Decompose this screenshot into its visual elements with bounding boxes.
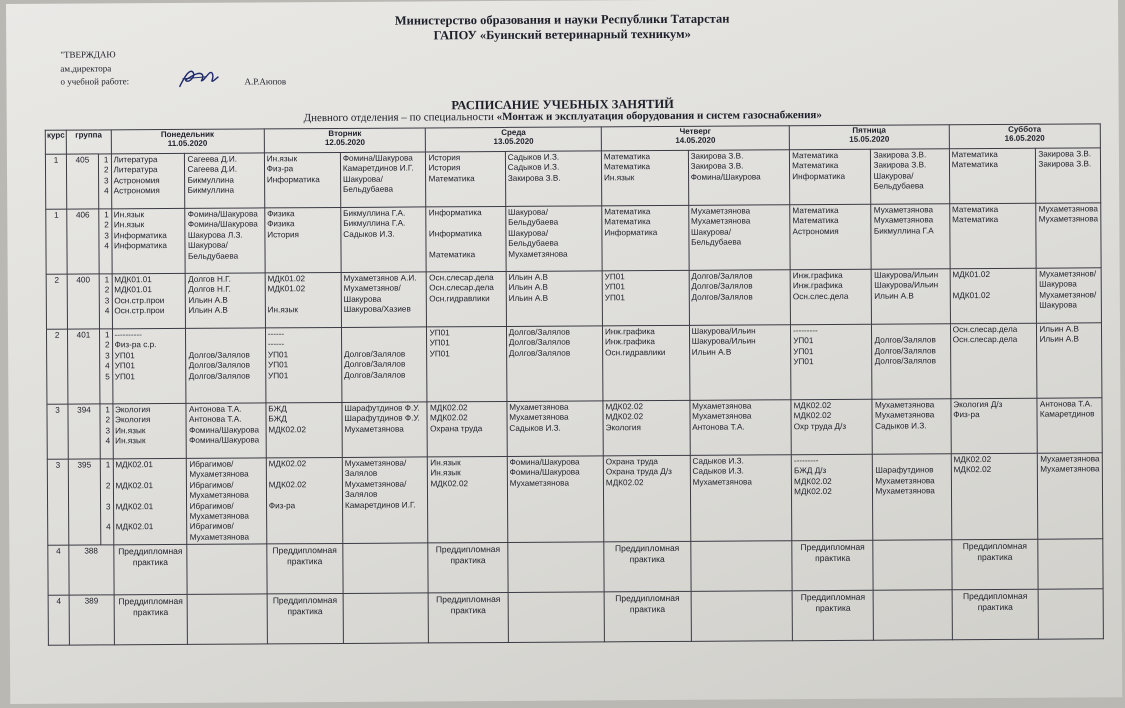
day-date: 13.05.2020: [493, 136, 534, 147]
subject-cell: Инж.графика Инж.графика Осн.слес.дела: [790, 269, 872, 324]
practice-cell: Преддипломная практика: [114, 595, 188, 645]
teacher-cell: Шарафутдинов Ф.У. Шарафутдинов Ф.У. Мухаметзянова: [342, 402, 428, 458]
subject-cell: МДК01.01 МДК01.01 Осн.стр.прои Осн.стр.прои: [112, 273, 186, 328]
subject-cell: МДК02.01 МДК02.01 МДК02.01 МДК02.01: [113, 458, 188, 545]
practice-cell: Преддипломная практика: [267, 594, 343, 644]
subject-cell: ---------- Физ-ра с.р. УП01 УП01 УП01: [112, 328, 186, 403]
teacher-cell: Мухаметзянова Мухаметзянова Садыков И.З.: [507, 401, 604, 457]
header-day-6: [949, 124, 1100, 149]
teacher-cell: Ибрагимов/ Мухаметзянова Ибрагимов/ Мухаметзянова Ибрагимов/ Мухаметзянова Ибрагимов/ Мухаметзянова: [187, 458, 267, 545]
subject-cell: Информатика Информатика Математика: [426, 206, 506, 271]
teacher-cell: Шарафутдинов Мухаметзянова Мухаметзянова: [873, 454, 952, 541]
subject-cell: МДК02.02 МДК02.02 Охрана труда: [427, 401, 507, 456]
teacher-cell: Шакурова/ Бельдубаева Шакурова/ Бельдубаева Мухаметзянова: [505, 206, 602, 272]
subject-cell: Математика Математика Ин.язык: [601, 150, 688, 206]
teacher-cell: Закирова З.В. Закирова З.В.: [1036, 148, 1101, 203]
header-day-4: [601, 126, 789, 151]
teacher-cell: Антонова Т.А. Камаретдинов: [1037, 398, 1102, 453]
course-cell: 3: [47, 459, 69, 545]
subject-cell: Математика Математика Информатика: [602, 205, 689, 271]
practice-cell: Преддипломная практика: [429, 593, 509, 643]
subject-cell: Математика Математика Информатика: [790, 149, 872, 204]
subject-cell: УП01 УП01 УП01: [602, 270, 689, 326]
teacher-cell: Долгов/Залялов Долгов/Залялов Долгов/Залялов: [506, 326, 603, 402]
ministry-heading: Министерство образования и науки Республики Татарстан: [394, 11, 730, 28]
header-course: курс: [45, 130, 66, 154]
subject-cell: МДК02.02 МДК02.02 Охр труда Д/з: [791, 399, 873, 454]
subject-cell: Физика Физика История: [265, 207, 341, 272]
subject-cell: Охрана труда Охрана труда Д/з МДК02.02: [603, 455, 690, 542]
teacher-cell: Долгов/Залялов Долгов/Залялов Долгов/Залялов: [689, 270, 791, 326]
empty-cell: [343, 543, 429, 594]
course-cell: 1: [46, 209, 68, 274]
group-cell: 406: [67, 209, 99, 274]
schedule-sheet: [6, 0, 1122, 704]
group-cell: 388: [69, 545, 114, 595]
header-day-2: [264, 128, 426, 153]
practice-cell: Преддипломная практика: [604, 542, 691, 593]
header-day-5: [789, 125, 949, 150]
day-date: 14.05.2020: [675, 135, 716, 145]
practice-row: [48, 539, 1103, 595]
table-row: [46, 268, 1101, 329]
teacher-cell: Мухаметзянов/ Шакурова Мухаметзянов/ Шакурова: [1037, 268, 1102, 323]
course-cell: 3: [47, 404, 68, 459]
table-row: [47, 453, 1103, 546]
teacher-cell: Фомина/Шакурова Камаретдинов И.Г. Шакурова/ Бельдубаева: [340, 152, 426, 208]
teacher-cell: Антонова Т.А. Антонова Т.А. Фомина/Шакурова Фомина/Шакурова: [186, 403, 266, 458]
subject-cell: Математика Математика: [949, 148, 1036, 204]
subject-cell: Инж.графика Инж.графика Осн.гидравлики: [602, 325, 689, 401]
teacher-cell: Фомина/Шакурова Фомина/Шакурова Шакурова Л.З. Шакурова/ Бельдубаева: [185, 208, 265, 273]
subtitle-prefix: Дневного отделения – по специальности: [303, 111, 497, 125]
teacher-cell: Закирова З.В. Закирова З.В. Фомина/Шакурова: [688, 150, 790, 206]
practice-cell: Преддипломная практика: [952, 539, 1039, 590]
subject-cell: Осн.слесар.дела Осн.слесар.дела: [950, 323, 1037, 399]
table-body: [45, 148, 1103, 646]
course-cell: 4: [48, 595, 69, 645]
teacher-cell: Садыков И.З. Садыков И.З. Мухаметзянова: [690, 455, 792, 542]
day-date: 15.05.2020: [849, 134, 890, 144]
header-day-1: [111, 129, 264, 154]
subject-cell: МДК02.02 МДК02.02: [951, 453, 1038, 540]
empty-cell: [343, 593, 429, 644]
group-cell: 405: [67, 154, 99, 209]
group-cell: 394: [68, 404, 100, 459]
subject-cell: Ин.язык Ин.язык МДК02.02: [428, 456, 508, 543]
subject-cell: Ин.язык Ин.язык Информатика Информатика: [111, 208, 185, 273]
empty-cell: [691, 591, 793, 642]
table-row: [47, 398, 1102, 459]
approval-line-3: о учебной работе:: [60, 76, 130, 87]
subject-cell: МДК01.02 МДК01.02 Ин.язык: [265, 272, 341, 327]
practice-cell: Преддипломная практика: [267, 544, 343, 594]
schedule-table: [45, 123, 1104, 646]
director-name: А.Р.Аюпов: [244, 76, 287, 87]
empty-cell: [188, 594, 268, 644]
teacher-cell: Мухаметзянова Мухаметзянова Садыков И.З.: [872, 399, 951, 454]
lesson-numbers: 1 2 3 4: [100, 404, 113, 459]
subject-cell: --------- БЖД Д/з МДК02.02 МДК02.02: [791, 454, 873, 541]
practice-cell: Преддипломная практика: [604, 592, 691, 643]
subtitle-specialty: «Монтаж и эксплуатация оборудования и систем газоснабжения»: [496, 109, 822, 124]
subject-cell: ------ ------ УП01 УП01 УП01: [265, 327, 342, 402]
empty-cell: [508, 592, 605, 643]
group-cell: 395: [68, 459, 100, 545]
group-cell: 401: [68, 329, 100, 404]
day-date: 11.05.2020: [167, 138, 208, 149]
subject-cell: История История Математика: [426, 151, 506, 206]
day-name: Суббота: [1008, 124, 1042, 134]
subject-cell: Ин.язык Физ-ра Информатика: [264, 152, 340, 207]
teacher-cell: Ильин А.В Ильин А.В Ильин А.В: [506, 271, 603, 327]
teacher-cell: Мухаметзянова/ Залялов Мухаметзянова/ Залялов Камаретдинов И.Г.: [342, 457, 428, 544]
header-day-3: [426, 127, 602, 152]
teacher-cell: Долгов/Залялов Долгов/Залялов Долгов/Залялов: [341, 327, 427, 403]
teacher-cell: Фомина/Шакурова Фомина/Шакурова Мухаметзянова: [507, 456, 604, 543]
subject-cell: Экология Д/з Физ-ра: [951, 398, 1038, 454]
day-date: 12.05.2020: [324, 137, 366, 148]
empty-cell: [508, 542, 605, 593]
teacher-cell: Сагеева Д.И. Сагеева Д.И. Бикмуллина Бикмуллина: [185, 153, 265, 208]
course-cell: 2: [46, 329, 68, 404]
subject-cell: Математика Математика: [949, 203, 1036, 269]
empty-cell: [873, 540, 952, 590]
practice-cell: Преддипломная практика: [792, 590, 874, 640]
subject-cell: МДК01.02 МДК01.02: [950, 268, 1037, 324]
subject-cell: УП01 УП01 УП01: [427, 326, 507, 401]
teacher-cell: Закирова З.В. Закирова З.В. Шакурова/ Бельдубаева: [871, 149, 950, 204]
teacher-cell: Шакурова/Ильин Шакурова/Ильин Ильин А.В: [689, 325, 791, 401]
approval-line-2: ам.директора: [60, 63, 112, 74]
practice-row: [48, 589, 1103, 645]
lesson-numbers: 1 2 3 4: [98, 154, 111, 209]
empty-cell: [1038, 539, 1103, 589]
subject-cell: Литература Литература Астрономия Астрономия: [111, 153, 185, 208]
approval-line-1: "ТВЕРЖДАЮ: [60, 49, 116, 60]
course-cell: 2: [46, 274, 67, 329]
teacher-cell: Бикмуллина Г.А. Бикмуллина Г.А. Садыков И.З.: [341, 207, 427, 273]
day-name: Понедельник: [160, 129, 215, 140]
practice-cell: Преддипломная практика: [113, 545, 187, 595]
signature-icon: [176, 65, 220, 91]
table-row: [46, 323, 1101, 404]
practice-cell: Преддипломная практика: [792, 540, 874, 590]
day-name: Пятница: [852, 125, 887, 135]
practice-cell: Преддипломная практика: [428, 543, 508, 593]
course-cell: 1: [45, 154, 66, 209]
college-heading: ГАПОУ «Буинский ветеринарный техникум»: [433, 26, 691, 43]
day-name: Вторник: [328, 128, 362, 139]
teacher-cell: Долгов Н.Г. Долгов Н.Г. Ильин А.В Ильин А.В: [186, 273, 266, 328]
empty-cell: [187, 544, 267, 594]
subject-cell: Осн.слесар.дела Осн.слесар.дела Осн.гидравлики: [427, 271, 507, 326]
teacher-cell: Мухаметзянова Мухаметзянова Антонова Т.А.: [690, 400, 792, 456]
teacher-cell: Долгов/Залялов Долгов/Залялов Долгов/Залялов: [186, 328, 266, 403]
lesson-numbers: 1 2 3 4 5: [99, 329, 112, 404]
teacher-cell: Мухаметзянова Мухаметзянова: [1036, 203, 1101, 268]
subject-cell: Экология Экология Ин.язык Ин.язык: [112, 403, 186, 458]
subject-cell: --------- УП01 УП01 УП01: [791, 324, 873, 399]
group-cell: 389: [69, 595, 114, 645]
subject-cell: МДК02.02 МДК02.02 Экология: [603, 400, 690, 456]
teacher-cell: Ильин А.В Ильин А.В: [1037, 323, 1102, 398]
teacher-cell: Мухаметзянова Мухаметзянова Бикмуллина Г.А: [871, 204, 950, 269]
teacher-cell: Шакурова/Ильин Шакурова/Ильин Ильин А.В: [872, 269, 951, 324]
day-name: Среда: [501, 127, 526, 137]
document-title: РАСПИСАНИЕ УЧЕБНЫХ ЗАНЯТИЙ: [451, 96, 674, 113]
practice-cell: Преддипломная практика: [952, 589, 1039, 640]
teacher-cell: Долгов/Залялов Долгов/Залялов Долгов/Залялов: [872, 324, 951, 399]
lesson-numbers: 1 2 3 4: [99, 209, 112, 274]
teacher-cell: Мухаметзянова Мухаметзянова: [1038, 453, 1103, 540]
empty-cell: [874, 590, 953, 640]
group-cell: 400: [67, 274, 99, 329]
table-row: [46, 203, 1101, 274]
subject-cell: БЖД БЖД МДК02.02: [266, 402, 342, 457]
teacher-cell: Мухаметзянов А.И. Мухаметзянов/ Шакурова Шакурова/Хазиев: [341, 272, 427, 328]
empty-cell: [1038, 589, 1103, 639]
empty-cell: [690, 541, 792, 592]
lesson-numbers: 1 2 3 4: [100, 459, 113, 545]
course-cell: 4: [48, 545, 69, 595]
day-name: Четверг: [679, 126, 712, 136]
subject-cell: МДК02.02 МДК02.02 Физ-ра: [266, 457, 343, 544]
header-group: группа: [66, 130, 111, 154]
subject-cell: Математика Математика Астрономия: [790, 204, 872, 269]
teacher-cell: Мухаметзянова Мухаметзянова Шакурова/ Бельдубаева: [688, 205, 790, 271]
day-date: 16.05.2020: [1004, 133, 1045, 143]
table-row: [45, 148, 1100, 209]
lesson-numbers: 1 2 3 4: [99, 274, 112, 329]
teacher-cell: Садыков И.З. Садыков И.З. Закирова З.В.: [505, 151, 602, 207]
